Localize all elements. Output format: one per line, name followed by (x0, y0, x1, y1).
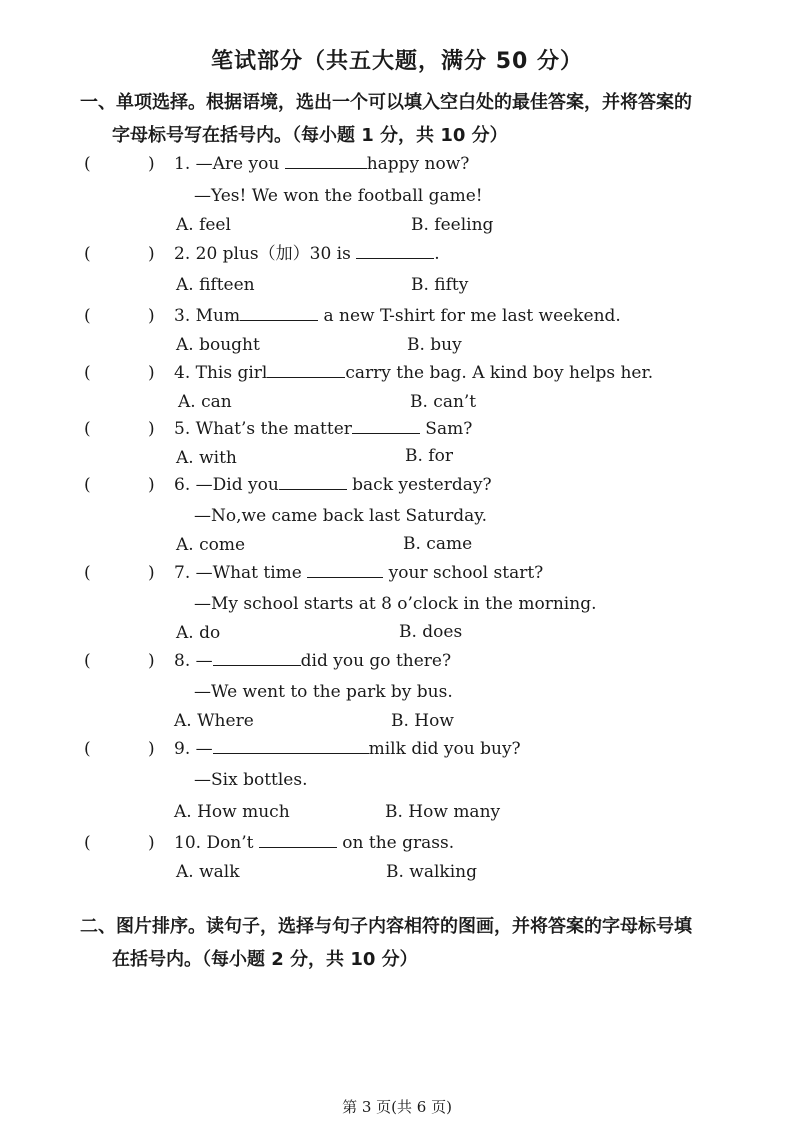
question-text (174, 559, 543, 587)
question-text-before: 4. This girl (174, 363, 268, 383)
question-10-option-a: A. walk (176, 862, 240, 882)
answer-paren-open: ( (84, 563, 91, 583)
question-2-option-b: B. fifty (411, 275, 469, 295)
question-10-option-b: B. walking (386, 862, 477, 882)
question-4-option-a: A. can (178, 392, 232, 412)
question-2 (0, 240, 794, 268)
question-text-after: back yesterday? (346, 475, 492, 495)
answer-blank (356, 240, 434, 259)
question-text (174, 150, 469, 178)
answer-paren-close: ) (148, 563, 155, 583)
answer-blank (307, 559, 383, 578)
answer-blank (259, 829, 337, 848)
question-text (174, 302, 621, 330)
section-1-line-1: 一、单项选择。根据语境，选出一个可以填入空白处的最佳答案，并将答案的 (80, 92, 692, 113)
question-text (174, 735, 521, 763)
section-1-heading (80, 86, 760, 152)
answer-paren-close: ) (148, 154, 155, 174)
answer-paren-open: ( (84, 651, 91, 671)
question-6 (0, 471, 794, 499)
question-1 (0, 150, 794, 178)
answer-paren-close: ) (148, 475, 155, 495)
question-4-option-b: B. can’t (410, 392, 477, 412)
question-7 (0, 559, 794, 587)
question-8-continuation: —We went to the park by bus. (194, 682, 453, 702)
answer-blank (240, 302, 318, 321)
question-6-option-a: A. come (176, 535, 246, 555)
answer-blank (279, 471, 347, 490)
section-1-line-2: 字母标号写在括号内。（每小题 1 分，共 10 分） (112, 125, 508, 146)
question-text-after: milk did you buy? (368, 739, 521, 759)
question-7-option-a: A. do (176, 623, 221, 643)
question-text-after: . (434, 244, 440, 264)
question-text (174, 829, 454, 857)
question-text-after: a new T-shirt for me last weekend. (318, 306, 621, 326)
question-text-after: Sam? (419, 419, 473, 439)
question-3 (0, 302, 794, 330)
question-text (174, 647, 451, 675)
question-5-option-a: A. with (176, 448, 237, 468)
question-6-continuation: —No,we came back last Saturday. (194, 506, 488, 526)
answer-paren-close: ) (148, 306, 155, 326)
question-text-before: 9. — (174, 739, 213, 759)
question-text-after: carry the bag. A kind boy helps her. (345, 363, 654, 383)
question-text-before: 2. 20 plus（加）30 is (174, 244, 357, 264)
question-text-after: did you go there? (300, 651, 452, 671)
question-8-option-a: A. Where (174, 711, 254, 731)
question-text-before: 5. What’s the matter (174, 419, 352, 439)
question-9 (0, 735, 794, 763)
question-text-before: 3. Mum (174, 306, 241, 326)
answer-paren-close: ) (148, 419, 155, 439)
section-2-line-2: 在括号内。（每小题 2 分，共 10 分） (112, 949, 418, 970)
question-4 (0, 359, 794, 387)
question-text-after: on the grass. (336, 833, 455, 853)
question-text-before: 6. —Did you (174, 475, 279, 495)
question-9-continuation: —Six bottles. (194, 770, 308, 790)
question-text-before: 8. — (174, 651, 213, 671)
question-5-option-b: B. for (405, 446, 453, 466)
question-1-option-a: A. feel (176, 215, 231, 235)
answer-paren-open: ( (84, 363, 91, 383)
answer-blank (213, 735, 369, 754)
question-text-before: 1. —Are you (174, 154, 285, 174)
question-8-option-b: B. How (391, 711, 454, 731)
question-text-before: 7. —What time (174, 563, 308, 583)
answer-blank (352, 415, 420, 434)
answer-paren-close: ) (148, 244, 155, 264)
question-9-option-b: B. How many (385, 802, 501, 822)
answer-paren-close: ) (148, 833, 155, 853)
answer-blank (285, 150, 367, 169)
question-6-option-b: B. came (403, 534, 473, 554)
answer-paren-open: ( (84, 154, 91, 174)
answer-paren-open: ( (84, 306, 91, 326)
question-1-option-b: B. feeling (411, 215, 494, 235)
question-9-option-a: A. How much (174, 802, 290, 822)
answer-paren-close: ) (148, 363, 155, 383)
question-text-after: your school start? (383, 563, 544, 583)
answer-paren-close: ) (148, 739, 155, 759)
answer-paren-open: ( (84, 419, 91, 439)
answer-paren-close: ) (148, 651, 155, 671)
answer-paren-open: ( (84, 739, 91, 759)
question-2-option-a: A. fifteen (176, 275, 255, 295)
question-text (174, 240, 440, 268)
page-title: 笔试部分（共五大题，满分 50 分） (211, 49, 583, 74)
answer-paren-open: ( (84, 833, 91, 853)
question-text-before: 10. Don’t (174, 833, 259, 853)
page-footer: 第 3 页(共 6 页) (342, 1098, 452, 1116)
question-text (174, 471, 492, 499)
answer-blank (213, 647, 301, 666)
question-8 (0, 647, 794, 675)
answer-paren-open: ( (84, 475, 91, 495)
question-5 (0, 415, 794, 443)
question-text (174, 359, 653, 387)
section-2-line-1: 二、图片排序。读句子，选择与句子内容相符的图画，并将答案的字母标号填 (80, 916, 692, 937)
question-7-continuation: —My school starts at 8 o’clock in the morning. (194, 594, 597, 614)
answer-paren-open: ( (84, 244, 91, 264)
section-2-heading (80, 910, 760, 976)
question-1-continuation: —Yes! We won the football game! (194, 186, 483, 206)
question-3-option-b: B. buy (407, 335, 462, 355)
question-3-option-a: A. bought (176, 335, 260, 355)
question-7-option-b: B. does (399, 622, 463, 642)
question-text-after: happy now? (366, 154, 470, 174)
question-text (174, 415, 472, 443)
answer-blank (267, 359, 345, 378)
question-10 (0, 829, 794, 857)
